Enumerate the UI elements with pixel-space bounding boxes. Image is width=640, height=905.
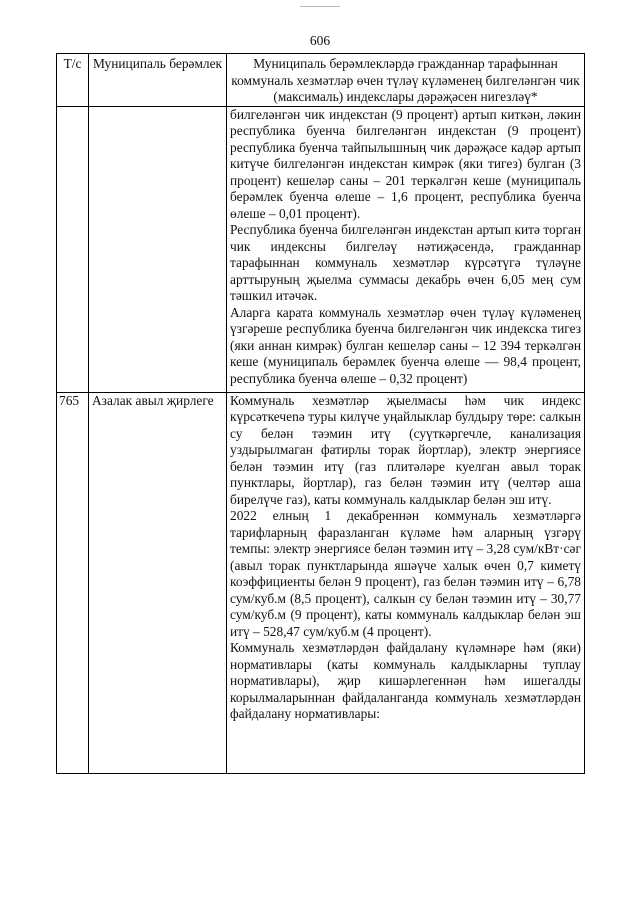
paragraph: билгеләнгән чик индекстан (9 процент) артып киткән, ләкин республика буенча билгеләнгән индекстан (9 процент) республика буенча тайпылышның чик дәрәҗәсе кадәр артып китүче билгеләнгән индекстан кимрәк (яки тигез) булган (3 процент) кешеләр саны – 201 теркәлгән кеше (муниципаль берәмлек буенча өлеше – 1,6 процент, республика буенча өлеше – 0,01 процент). <box>230 106 581 221</box>
top-edge-mark <box>300 6 340 7</box>
table-row <box>57 392 585 773</box>
row-number: 765 <box>57 392 89 773</box>
header-municipality: Муниципаль берәмлек <box>89 54 227 107</box>
table-row <box>57 106 585 392</box>
paragraph: 2022 елның 1 декабреннән коммуналь хезмәтләргә тарифларның фаразланган күләме һәм аларның үзгәрү темпы: электр энергиясе белән тәэмин итү – 3,28 сум/кВт·сәг (авыл торак пунктларында яшәүче халык өчен 0,7 киметү коэффициенты белән 9 процент), газ белән тәэмин итү – 6,78 сум/куб.м (8,5 процент), салкын су белән тәэмин итү – 30,77 сум/куб.м (9 процент), каты коммуналь калдыклар белән эш итү – 528,47 сум/куб.м (4 процент). <box>230 508 581 639</box>
table-header-row <box>57 54 585 107</box>
paragraph: Коммуналь хезмәтләр җыелмасы һәм чик индекс күрсәткечenә туры килүче уңайлыклар булдыру төре: салкын су белән тәэмин итү (суүткәргечле, канализация уздырылмаган фатирлы торак йортлар), электр энергиясе белән тәэмин итү (газ плитәләре куелган авыл торак пунктлары, йортлар), газ белән тәэмин итү (челтәр аша бирелүче газ), каты коммуналь калдыклар белән эш итү. <box>230 392 581 507</box>
row-municipality: Азалак авыл җирлеге <box>89 392 227 773</box>
header-justification: Муниципаль берәмлекләрдә гражданнар тарафыннан коммуналь хезмәтләр өчен түләү күләменең билгеләнгән чик (максималь) индекслары дәрәҗәсен нигезләү* <box>227 54 585 107</box>
row-justification <box>227 392 585 773</box>
row-justification <box>227 106 585 392</box>
paragraph: Аларга карата коммуналь хезмәтләр өчен түләү күләменең үзгәреше республика буенча билгеләнгән чик индекска тигез (яки аннан кимрәк) булган кешеләр саны – 12 394 теркәлгән кеше (муниципаль берәмлек буенча өлеше — 98,4 процент, республика буенча өлеше – 0,32 процент) <box>230 304 581 386</box>
paragraph: Республика буенча билгеләнгән индекстан артып китә торган чик индексны билгеләү нәтиҗәсендә, гражданнар тарафыннан коммуналь хезмәтләр күрсәтүгә түләүне арттыруның җыелма суммасы декабрь өчен 6,05 мең сум тәшкил итәчәк. <box>230 222 581 303</box>
justification-table <box>56 53 585 774</box>
paragraph: Коммуналь хезмәтләрдән файдалану күләмнәре һәм (яки) нормативлары (каты коммуналь калдыкларны туплау нормативлары), җир кишәрлегеннән һәм ишегалды корылмаларыннан файдаланганда коммуналь хезмәтләрдән файдалану нормативлары: <box>230 640 581 721</box>
row-number <box>57 106 89 392</box>
header-number: Т/с <box>57 54 89 107</box>
page-number: 606 <box>309 33 331 48</box>
row-municipality <box>89 106 227 392</box>
